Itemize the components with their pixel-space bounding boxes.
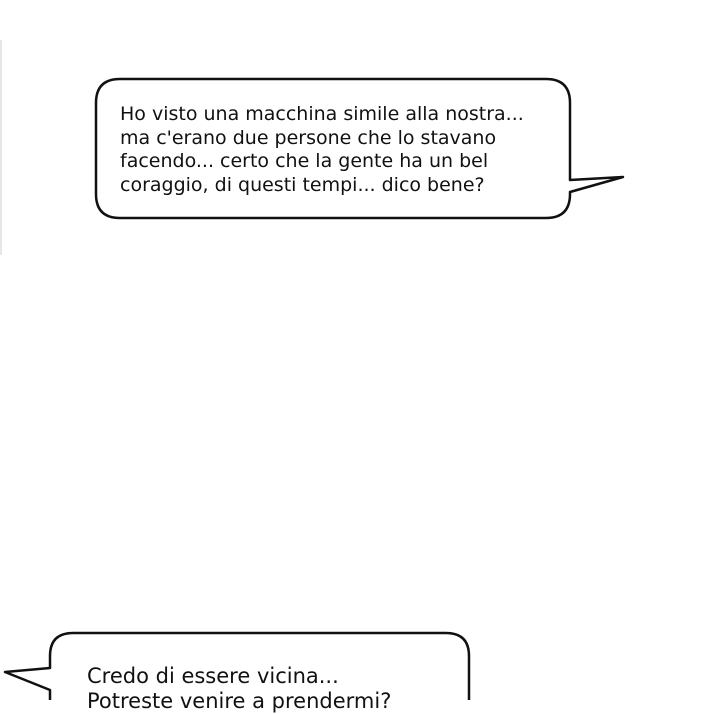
speech-line: coraggio, di questi tempi... dico bene? <box>120 173 485 196</box>
speech-line: Credo di essere vicina... <box>87 664 339 688</box>
speech-bubble-top-text <box>120 103 524 197</box>
speech-line: ma c'erano due persone che lo stavano <box>120 126 497 149</box>
speech-bubble-bottom-text <box>87 664 391 714</box>
speech-line: Ho visto una macchina simile alla nostra... <box>120 103 524 125</box>
speech-line: facendo... certo che la gente ha un bel <box>120 150 489 172</box>
speech-line: Potreste venire a prendermi? <box>87 689 392 713</box>
